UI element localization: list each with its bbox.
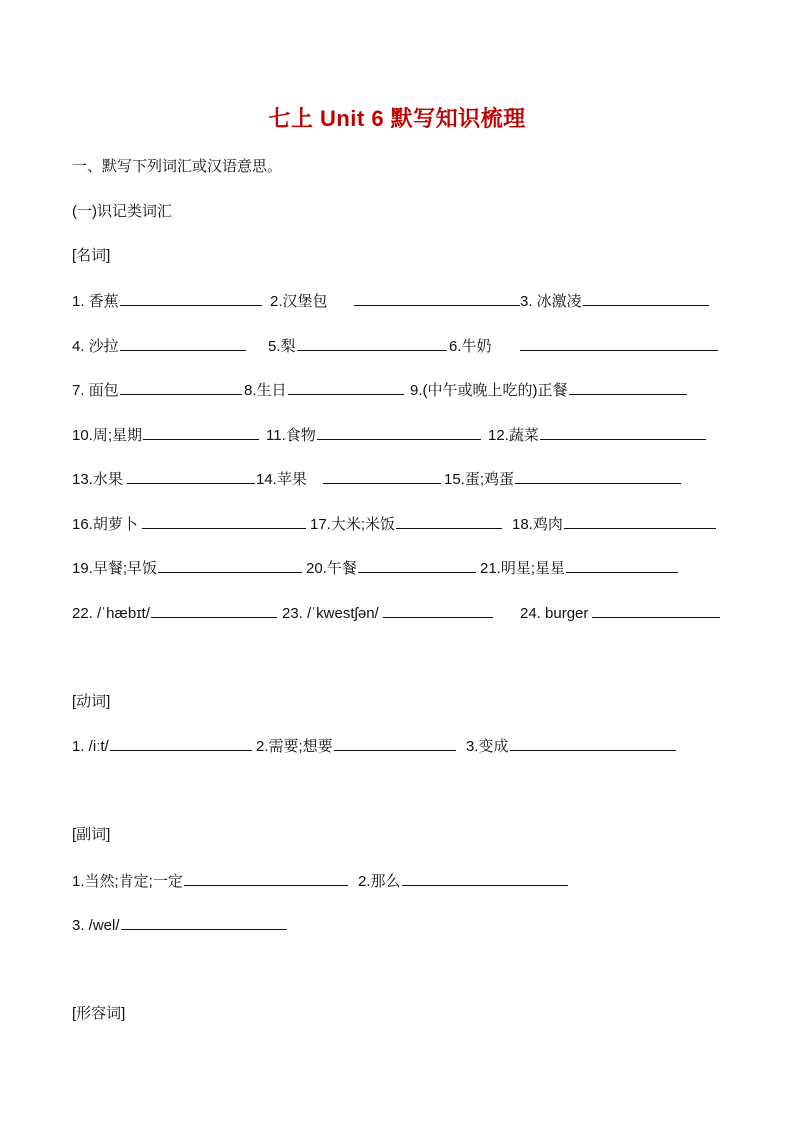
answer-blank[interactable]: [510, 736, 676, 751]
vocab-item: 15.蛋;鸡蛋: [444, 469, 681, 490]
vocab-item: 3. 冰激凌: [520, 291, 709, 312]
answer-blank[interactable]: [317, 425, 481, 440]
vocab-item: 2.需要;想要: [256, 736, 456, 757]
answer-blank[interactable]: [127, 469, 255, 484]
vocab-item: 7. 面包: [72, 380, 242, 401]
subsection-heading: (一)识记类词汇: [72, 203, 172, 220]
vocab-item: 12.蔬菜: [488, 425, 706, 446]
answer-blank[interactable]: [396, 514, 502, 529]
noun-row-8: [72, 603, 732, 623]
vocab-item: 21.明星;星星: [480, 558, 678, 579]
verb-row-1: [72, 736, 732, 756]
adverb-row-1: [72, 871, 732, 891]
vocab-item: 6.牛奶: [449, 336, 718, 357]
vocab-item: 14.苹果: [256, 469, 441, 490]
noun-row-7: [72, 558, 732, 578]
vocab-item: 24. burger: [520, 603, 720, 624]
vocab-item: 13.水果: [72, 469, 255, 490]
vocab-item: 8.生日: [244, 380, 404, 401]
vocab-item: 3.变成: [466, 736, 676, 757]
answer-blank[interactable]: [121, 915, 287, 930]
answer-blank[interactable]: [297, 336, 447, 351]
answer-blank[interactable]: [120, 291, 262, 306]
vocab-item: 16.胡萝卜: [72, 514, 306, 535]
answer-blank[interactable]: [323, 469, 441, 484]
vocab-item: 9.(中午或晚上吃的)正餐: [410, 380, 687, 401]
answer-blank[interactable]: [158, 558, 302, 573]
vocab-item: 1. 香蕉: [72, 291, 262, 312]
vocab-item: 18.鸡肉: [512, 514, 716, 535]
answer-blank[interactable]: [520, 336, 718, 351]
answer-blank[interactable]: [120, 380, 242, 395]
section-heading: 一、默写下列词汇或汉语意思。: [72, 158, 283, 175]
noun-row-4: [72, 425, 732, 445]
adverb-row-2: [72, 915, 732, 935]
answer-blank[interactable]: [354, 291, 520, 306]
category-label-verbs: [动词]: [72, 693, 111, 710]
answer-blank[interactable]: [402, 871, 568, 886]
vocab-item: 2.汉堡包: [270, 291, 520, 312]
page-title: 七上 Unit 6 默写知识梳理: [268, 106, 526, 131]
answer-blank[interactable]: [110, 736, 252, 751]
vocab-item: 5.梨: [268, 336, 447, 357]
vocab-item: 19.早餐;早饭: [72, 558, 302, 579]
vocab-item: 2.那么: [358, 871, 568, 892]
answer-blank[interactable]: [515, 469, 681, 484]
noun-row-2: [72, 336, 732, 356]
noun-row-1: [72, 291, 732, 311]
answer-blank[interactable]: [334, 736, 456, 751]
vocab-item: 10.周;星期: [72, 425, 259, 446]
vocab-item: 20.午餐: [306, 558, 476, 579]
noun-row-5: [72, 469, 732, 489]
category-label-adverbs: [副词]: [72, 826, 111, 843]
answer-blank[interactable]: [358, 558, 476, 573]
vocab-item: 11.食物: [266, 425, 481, 446]
vocab-item: 22. /ˈhæbɪt/: [72, 603, 277, 624]
answer-blank[interactable]: [566, 558, 678, 573]
vocab-item: 17.大米;米饭: [310, 514, 502, 535]
answer-blank[interactable]: [383, 603, 493, 618]
category-label-adjectives: [形容词]: [72, 1005, 126, 1022]
answer-blank[interactable]: [540, 425, 706, 440]
answer-blank[interactable]: [569, 380, 687, 395]
answer-blank[interactable]: [143, 425, 259, 440]
answer-blank[interactable]: [184, 871, 348, 886]
answer-blank[interactable]: [592, 603, 720, 618]
noun-row-3: [72, 380, 732, 400]
answer-blank[interactable]: [288, 380, 404, 395]
answer-blank[interactable]: [151, 603, 277, 618]
answer-blank[interactable]: [583, 291, 709, 306]
vocab-item: 4. 沙拉: [72, 336, 246, 357]
vocab-item: 1.当然;肯定;一定: [72, 871, 348, 892]
category-label-nouns: [名词]: [72, 247, 111, 264]
vocab-item: 3. /wel/: [72, 915, 287, 936]
answer-blank[interactable]: [142, 514, 306, 529]
vocab-item: 23. /ˈkwestʃən/: [282, 603, 493, 624]
answer-blank[interactable]: [120, 336, 246, 351]
answer-blank[interactable]: [564, 514, 716, 529]
vocab-item: 1. /iːt/: [72, 736, 252, 757]
noun-row-6: [72, 514, 732, 534]
